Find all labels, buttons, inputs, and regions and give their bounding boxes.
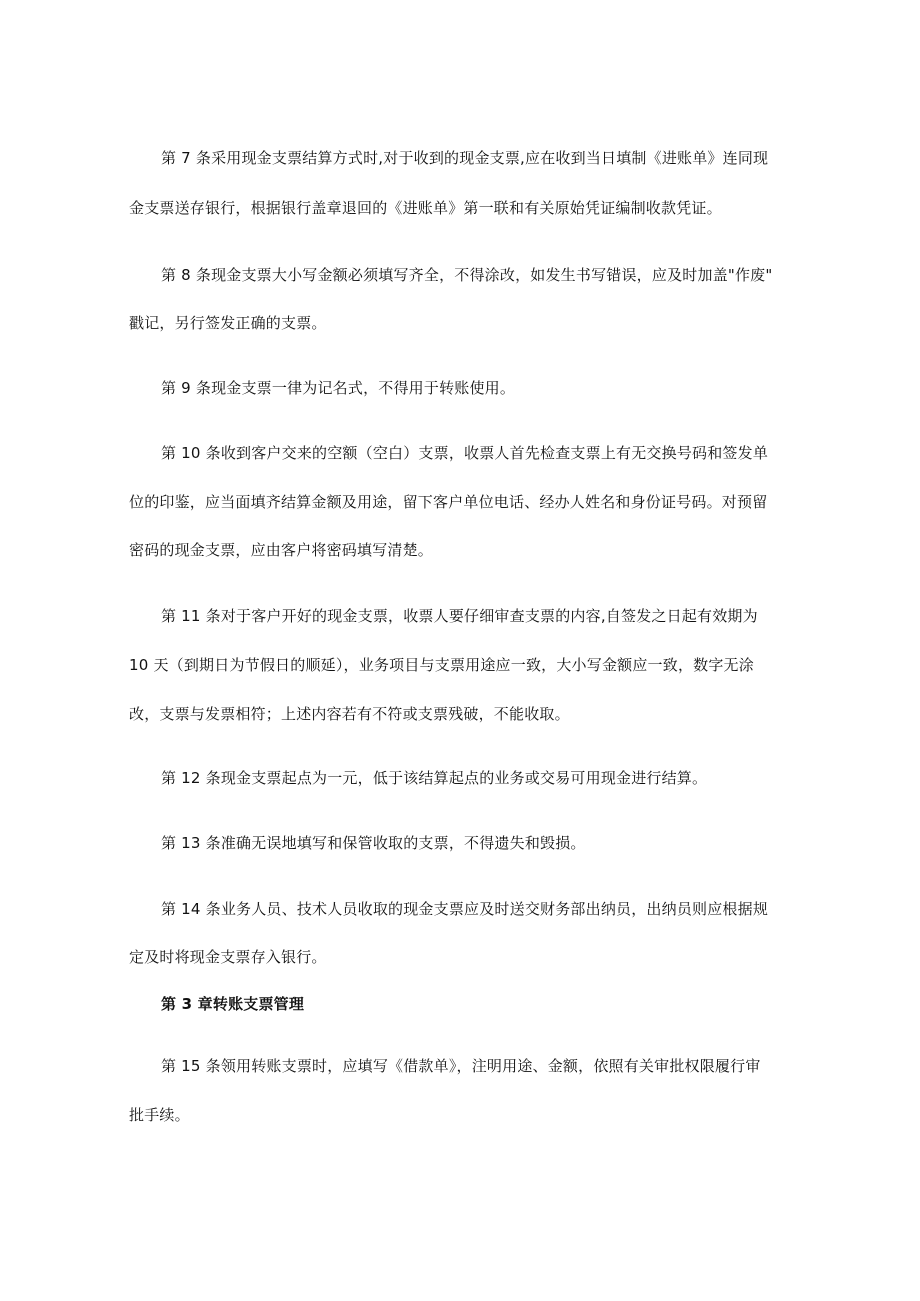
article-7-line-1: 第 7 条采用现金支票结算方式时,对于收到的现金支票,应在收到当日填制《进账单》连同现 [161, 149, 769, 167]
article-11-line-1: 第 11 条对于客户开好的现金支票，收票人要仔细审查支票的内容,自签发之日起有效期为 [161, 607, 758, 625]
article-14-line-1: 第 14 条业务人员、技术人员收取的现金支票应及时送交财务部出纳员，出纳员则应根据规 [161, 900, 769, 918]
article-12-line-1: 第 12 条现金支票起点为一元，低于该结算起点的业务或交易可用现金进行结算。 [161, 769, 708, 787]
article-10-line-1: 第 10 条收到客户交来的空额（空白）支票，收票人首先检查支票上有无交换号码和签发单 [161, 444, 769, 462]
article-8-line-2: 戳记，另行签发正确的支票。 [129, 314, 327, 332]
article-10-line-2: 位的印鉴，应当面填齐结算金额及用途，留下客户单位电话、经办人姓名和身份证号码。对预留 [129, 493, 768, 511]
article-15-line-2: 批手续。 [129, 1106, 190, 1124]
chapter-3-heading: 第 3 章转账支票管理 [161, 995, 305, 1013]
article-13-line-1: 第 13 条准确无误地填写和保管收取的支票，不得遗失和毁损。 [161, 834, 586, 852]
article-8-line-1: 第 8 条现金支票大小写金额必须填写齐全，不得涂改，如发生书写错误，应及时加盖"作废" [161, 266, 773, 284]
article-11-line-3: 改，支票与发票相符；上述内容若有不符或支票残破，不能收取。 [129, 705, 570, 723]
article-11-line-2: 10 天（到期日为节假日的顺延），业务项目与支票用途应一致，大小写金额应一致，数字无涂 [129, 656, 754, 674]
article-15-line-1: 第 15 条领用转账支票时，应填写《借款单》，注明用途、金额，依照有关审批权限履行审 [161, 1057, 761, 1075]
article-10-line-3: 密码的现金支票，应由客户将密码填写清楚。 [129, 541, 434, 559]
article-7-line-2: 金支票送存银行，根据银行盖章退回的《进账单》第一联和有关原始凭证编制收款凭证。 [129, 199, 722, 217]
article-9-line-1: 第 9 条现金支票一律为记名式，不得用于转账使用。 [161, 379, 516, 397]
article-14-line-2: 定及时将现金支票存入银行。 [129, 948, 327, 966]
